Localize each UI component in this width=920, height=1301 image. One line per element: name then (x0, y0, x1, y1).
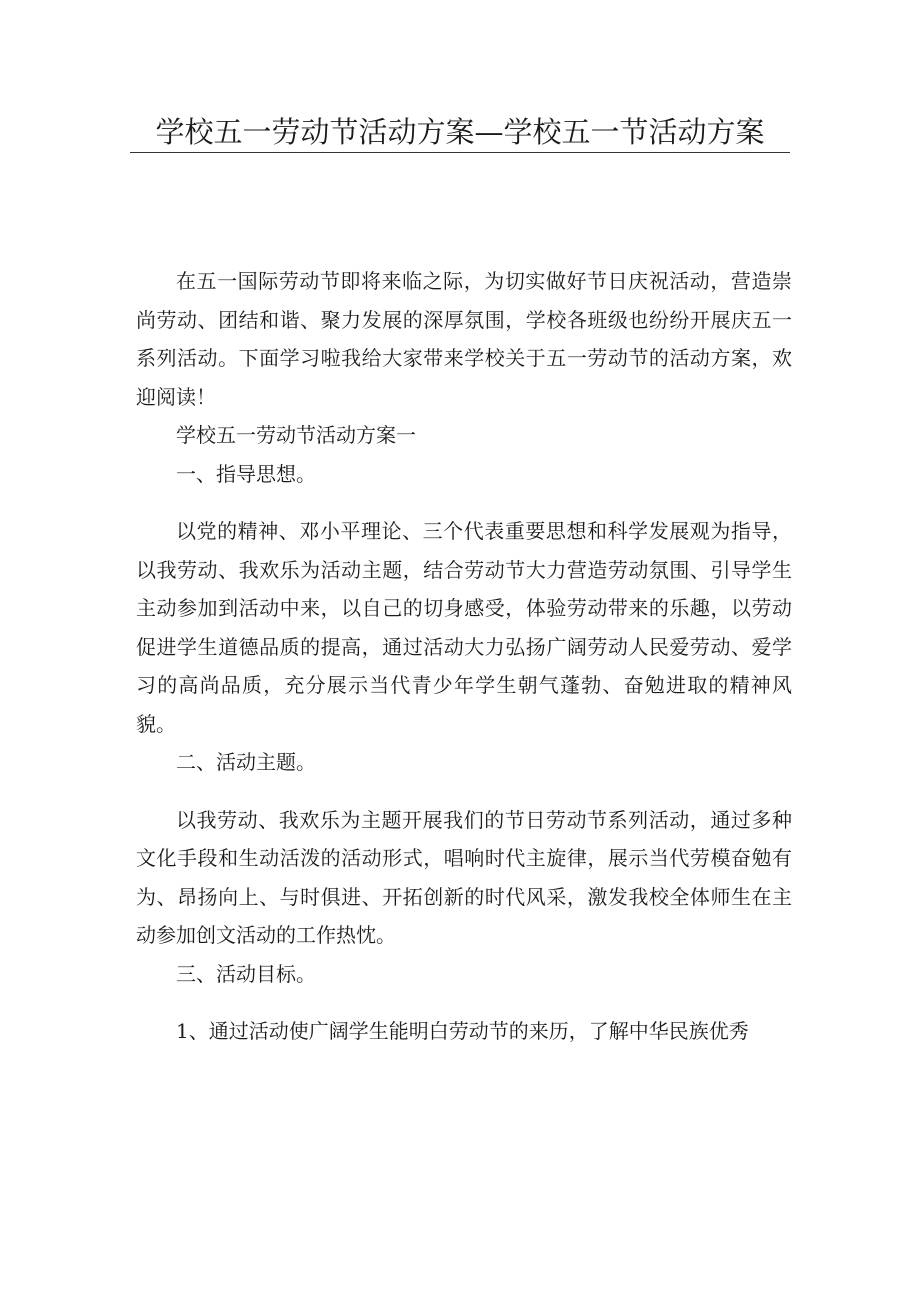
paragraph-goal-1: 1、通过活动使广阔学生能明白劳动节的来历，了解中华民族优秀 (176, 1019, 749, 1043)
intro-paragraph: 在五一国际劳动节即将来临之际，为切实做好节日庆祝活动，营造崇尚劳动、团结和谐、聚力发展的深厚氛围，学校各班级也纷纷开展庆五一系列活动。下面学习啦我给大家带来学校关于五一劳动节的活动方案，欢迎阅读！ (136, 269, 792, 409)
section-title: 学校五一劳动节活动方案一 (176, 423, 416, 447)
heading-guiding-ideology: 一、指导思想。 (176, 461, 316, 486)
paragraph-guiding-ideology: 以党的精神、邓小平理论、三个代表重要思想和科学发展观为指导，以我劳动、我欢乐为活动主题，结合劳动节大力营造劳动氛围、引导学生主动参加到活动中来，以自己的切身感受，体验劳动带来的乐趣，以劳动促进学生道德品质的提高，通过活动大力弘扬广阔劳动人民爱劳动、爱学习的高尚品质，充分展示当代青少年学生朝气蓬勃、奋勉进取的精神风貌。 (136, 519, 792, 736)
paragraph-activity-theme: 以我劳动、我欢乐为主题开展我们的节日劳动节系列活动，通过多种文化手段和生动活泼的活动形式，唱响时代主旋律，展示当代劳模奋勉有为、昂扬向上、与时俱进、开拓创新的时代风采，激发我校全体师生在主动参加创文活动的工作热忱。 (136, 807, 792, 947)
document-title: 学校五一劳动节活动方案—学校五一节活动方案 (155, 115, 765, 149)
title-underline (130, 152, 790, 153)
heading-activity-theme: 二、活动主题。 (176, 750, 316, 774)
heading-activity-goals: 三、活动目标。 (176, 961, 316, 986)
document-body (136, 262, 792, 1051)
